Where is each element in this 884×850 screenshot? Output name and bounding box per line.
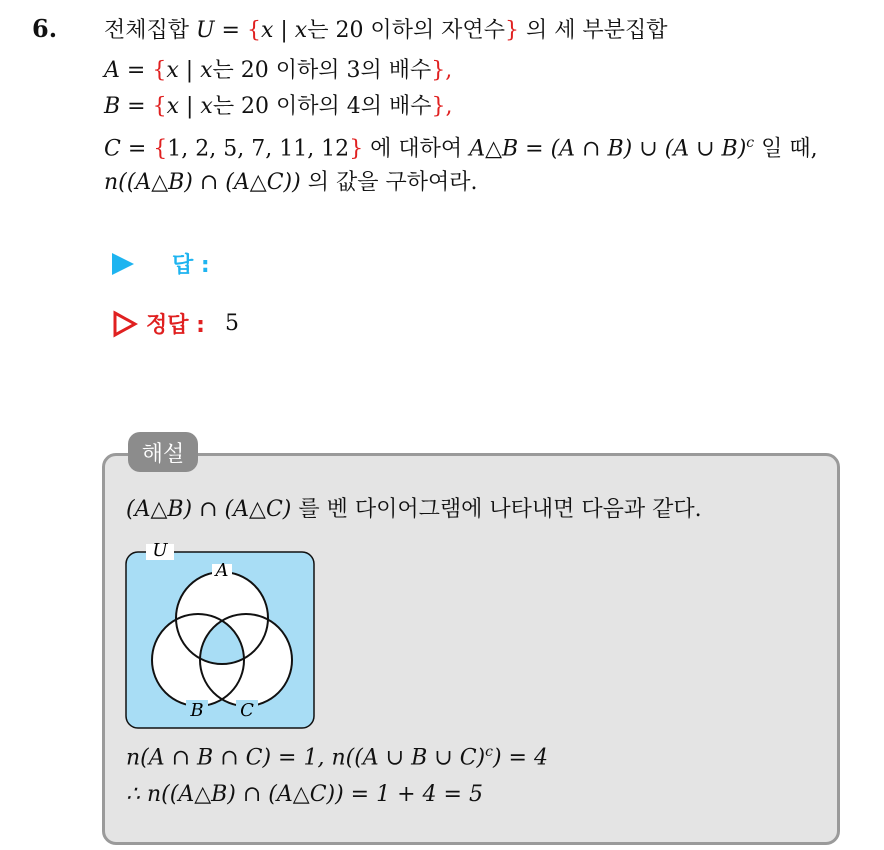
set-b-label: B (190, 700, 204, 721)
question-text: 의 값을 구하여라. (300, 170, 478, 195)
math-expr: A = (104, 58, 153, 83)
brace-open: { (152, 58, 167, 83)
question-line-4 (104, 128, 818, 164)
solution-tag: 해설 (128, 432, 198, 472)
math-expr: U = (196, 18, 247, 43)
set-condition: 는 20 이하의 자연수 (307, 18, 505, 43)
set-builder: x | x (166, 94, 213, 119)
complement-sup: c (746, 135, 755, 151)
question-line-2 (104, 56, 452, 86)
correct-answer-label: 정답 : (146, 313, 205, 338)
brace-open: { (153, 136, 168, 162)
play-triangle-icon (112, 253, 134, 275)
brace-open: { (246, 18, 261, 43)
math-expr: (A△B) ∩ (A△C) (126, 497, 292, 522)
brace-close: }, (431, 58, 453, 83)
brace-close: } (504, 18, 519, 43)
brace-open: { (152, 94, 167, 119)
correct-answer-row (112, 308, 239, 339)
set-builder: x | x (166, 58, 213, 83)
math-expr: n((A△B) ∩ (A△C)) (104, 170, 301, 195)
set-builder: x | x (260, 18, 308, 43)
answer-row (112, 248, 210, 279)
set-a-label: A (215, 560, 229, 581)
math-expr: C = (104, 136, 154, 162)
set-values: 1, 2, 5, 7, 11, 12 (167, 136, 350, 162)
brace-close: } (349, 136, 364, 162)
math-expr: A△B = (A ∩ B) ∪ (A ∪ B) (469, 136, 747, 162)
set-c-label: C (240, 700, 254, 721)
solution-text: 를 벤 다이어그램에 나타내면 다음과 같다. (291, 497, 702, 522)
question-text: 에 대하여 (363, 136, 470, 162)
set-condition: 는 20 이하의 3의 배수 (212, 58, 432, 83)
set-condition: 는 20 이하의 4의 배수 (212, 94, 432, 119)
question-text: 의 세 부분집합 (518, 18, 668, 43)
complement-sup: c (485, 744, 493, 760)
question-text: 일 때, (754, 136, 818, 162)
question-line-5 (104, 168, 477, 198)
outline-triangle-icon (112, 310, 138, 338)
math-expr: B = (104, 94, 153, 119)
answer-label: 답 : (172, 253, 210, 278)
universe-label: U (152, 540, 168, 561)
question-line-1 (104, 16, 667, 46)
question-text: 전체집합 (104, 18, 197, 43)
question-number: 6. (32, 14, 58, 43)
question-line-3 (104, 92, 453, 122)
solution-line-2 (126, 744, 548, 770)
correct-answer-value: 5 (224, 311, 239, 336)
solution-line-3: ∴ n((A△B) ∩ (A△C)) = 1 + 4 = 5 (126, 782, 483, 807)
solution-line-1 (126, 492, 702, 523)
math-expr: ) = 4 (492, 745, 548, 771)
brace-close: }, (431, 94, 453, 119)
venn-diagram (124, 540, 318, 732)
math-expr: n(A ∩ B ∩ C) = 1, n((A ∪ B ∪ C) (126, 745, 486, 771)
